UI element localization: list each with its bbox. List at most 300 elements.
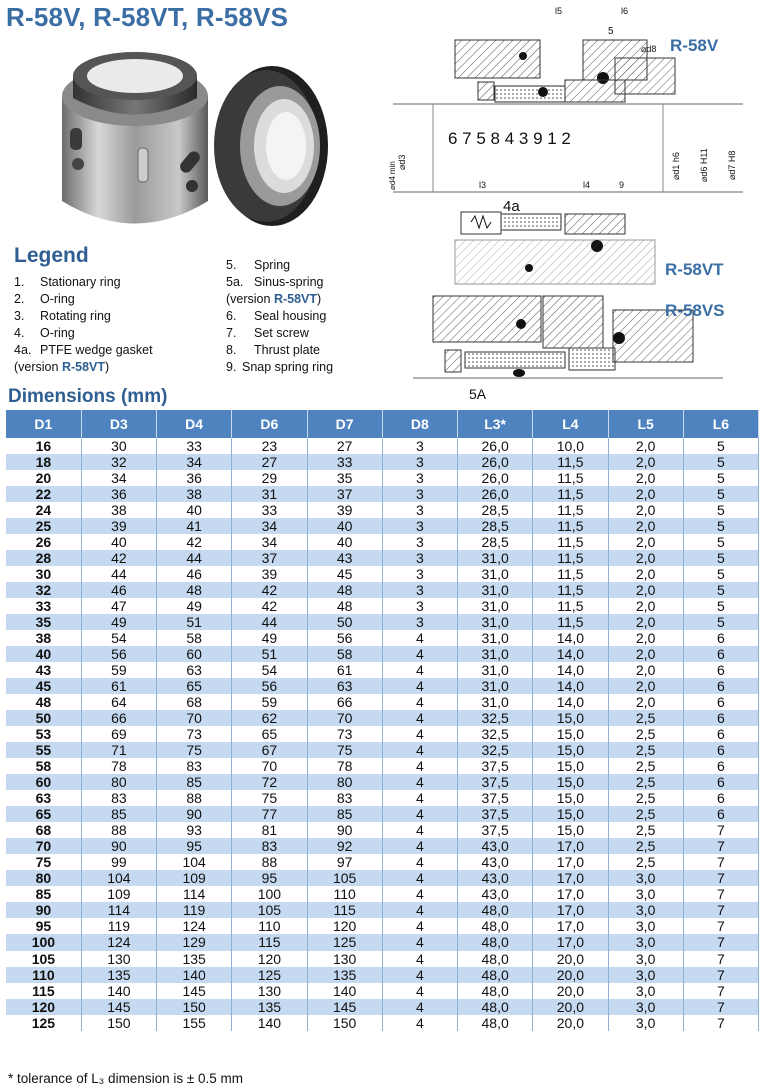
table-cell: 37,5	[458, 806, 533, 822]
table-cell: 115	[232, 934, 307, 950]
table-cell: 2,5	[608, 758, 683, 774]
table-cell: 120	[232, 951, 307, 967]
table-cell: 140	[157, 967, 232, 983]
table-cell: 28	[6, 550, 81, 566]
table-row	[6, 694, 759, 710]
table-cell: 31,0	[458, 694, 533, 710]
table-cell: 88	[157, 790, 232, 806]
table-cell: 44	[81, 566, 156, 582]
table-header-row	[6, 410, 759, 438]
table-cell: 4	[382, 742, 457, 758]
table-cell: 4	[382, 726, 457, 742]
table-cell: 2,5	[608, 742, 683, 758]
dim-d4: ⌀d4 min	[388, 161, 397, 190]
table-cell: 20,0	[533, 1015, 608, 1031]
column-header: L4	[533, 410, 608, 438]
table-cell: 110	[6, 967, 81, 983]
table-cell: 28,5	[458, 502, 533, 518]
table-cell: 37,5	[458, 790, 533, 806]
table-cell: 43,0	[458, 886, 533, 902]
table-cell: 2,5	[608, 822, 683, 838]
table-cell: 81	[232, 822, 307, 838]
table-cell: 115	[307, 902, 382, 918]
table-cell: 2,0	[608, 662, 683, 678]
table-cell: 24	[6, 502, 81, 518]
table-cell: 5	[683, 598, 758, 614]
table-cell: 2,0	[608, 470, 683, 486]
version-code: R-58VT	[61, 360, 106, 374]
table-row	[6, 662, 759, 678]
table-cell: 70	[307, 710, 382, 726]
table-cell: 75	[232, 790, 307, 806]
table-cell: 6	[683, 630, 758, 646]
table-cell: 11,5	[533, 454, 608, 470]
table-cell: 4	[382, 886, 457, 902]
table-row	[6, 598, 759, 614]
table-cell: 59	[232, 694, 307, 710]
table-cell: 100	[6, 934, 81, 950]
table-cell: 4	[382, 662, 457, 678]
table-cell: 5	[683, 502, 758, 518]
table-cell: 44	[232, 614, 307, 630]
table-cell: 90	[81, 838, 156, 854]
table-cell: 43	[307, 550, 382, 566]
legend-item	[226, 342, 333, 359]
dim-d3: ⌀d3	[397, 154, 407, 170]
table-cell: 15,0	[533, 790, 608, 806]
table-cell: 2,5	[608, 854, 683, 870]
table-cell: 30	[6, 566, 81, 582]
table-cell: 80	[6, 870, 81, 886]
table-cell: 114	[157, 886, 232, 902]
table-cell: 124	[157, 918, 232, 934]
table-cell: 3	[382, 614, 457, 630]
legend-left	[14, 274, 153, 376]
table-row	[6, 582, 759, 598]
table-cell: 42	[232, 598, 307, 614]
table-cell: 4	[382, 983, 457, 999]
table-cell: 6	[683, 758, 758, 774]
table-cell: 3,0	[608, 983, 683, 999]
table-cell: 3,0	[608, 934, 683, 950]
table-cell: 7	[683, 886, 758, 902]
table-cell: 105	[232, 902, 307, 918]
table-cell: 2,0	[608, 486, 683, 502]
table-cell: 5	[683, 518, 758, 534]
column-header: L3*	[458, 410, 533, 438]
table-cell: 45	[6, 678, 81, 694]
table-row	[6, 630, 759, 646]
table-cell: 50	[6, 710, 81, 726]
legend-item	[226, 274, 333, 291]
table-cell: 80	[81, 774, 156, 790]
table-cell: 28,5	[458, 534, 533, 550]
table-cell: 33	[232, 502, 307, 518]
table-cell: 83	[232, 838, 307, 854]
table-cell: 140	[81, 983, 156, 999]
table-cell: 20,0	[533, 951, 608, 967]
legend-right	[226, 257, 333, 376]
table-cell: 39	[232, 566, 307, 582]
table-cell: 150	[307, 1015, 382, 1031]
table-cell: 34	[157, 454, 232, 470]
table-cell: 44	[157, 550, 232, 566]
version-prefix: (version	[226, 292, 274, 306]
table-cell: 130	[307, 951, 382, 967]
table-cell: 3	[382, 438, 457, 454]
table-cell: 14,0	[533, 662, 608, 678]
table-cell: 119	[157, 902, 232, 918]
legend-num: 2.	[14, 292, 25, 306]
table-row	[6, 742, 759, 758]
table-cell: 3	[382, 566, 457, 582]
table-cell: 78	[307, 758, 382, 774]
table-cell: 41	[157, 518, 232, 534]
table-cell: 93	[157, 822, 232, 838]
table-cell: 33	[307, 454, 382, 470]
table-cell: 6	[683, 790, 758, 806]
table-cell: 33	[6, 598, 81, 614]
table-cell: 2,0	[608, 694, 683, 710]
table-cell: 58	[6, 758, 81, 774]
table-cell: 3	[382, 518, 457, 534]
table-row	[6, 838, 759, 854]
table-row	[6, 967, 759, 983]
dim-l6: l6	[621, 6, 629, 16]
dim-l4: l4	[583, 180, 591, 190]
table-cell: 34	[232, 518, 307, 534]
table-cell: 4	[382, 630, 457, 646]
table-cell: 5	[683, 438, 758, 454]
table-cell: 125	[6, 1015, 81, 1031]
product-photo	[40, 36, 340, 236]
table-cell: 5	[683, 486, 758, 502]
table-cell: 48	[6, 694, 81, 710]
legend-text: O-ring	[40, 326, 75, 340]
table-cell: 56	[81, 646, 156, 662]
table-cell: 37	[232, 550, 307, 566]
table-cell: 40	[81, 534, 156, 550]
version-suffix: )	[105, 360, 110, 374]
table-cell: 6	[683, 694, 758, 710]
legend-text: Spring	[254, 258, 291, 272]
table-cell: 75	[157, 742, 232, 758]
table-cell: 7	[683, 999, 758, 1015]
table-cell: 40	[307, 534, 382, 550]
table-cell: 3,0	[608, 870, 683, 886]
column-header: D8	[382, 410, 457, 438]
legend-num: 4a.	[14, 343, 32, 357]
table-cell: 135	[81, 967, 156, 983]
table-cell: 48,0	[458, 999, 533, 1015]
table-cell: 70	[157, 710, 232, 726]
table-cell: 2,0	[608, 502, 683, 518]
table-cell: 7	[683, 822, 758, 838]
table-row	[6, 999, 759, 1015]
table-cell: 14,0	[533, 694, 608, 710]
technical-drawing	[383, 0, 765, 402]
table-cell: 70	[232, 758, 307, 774]
table-cell: 83	[81, 790, 156, 806]
version-code: R-58VT	[273, 292, 318, 306]
table-cell: 5	[683, 534, 758, 550]
table-cell: 27	[232, 454, 307, 470]
dimensions-table	[6, 410, 759, 1031]
legend-num: 7.	[226, 326, 237, 340]
table-cell: 2,0	[608, 534, 683, 550]
legend-version-note	[226, 291, 333, 308]
table-row	[6, 454, 759, 470]
table-cell: 2,0	[608, 614, 683, 630]
table-cell: 48,0	[458, 967, 533, 983]
table-cell: 7	[683, 967, 758, 983]
legend-num: 1.	[14, 275, 25, 289]
table-cell: 4	[382, 951, 457, 967]
table-cell: 110	[232, 918, 307, 934]
table-cell: 34	[81, 470, 156, 486]
table-cell: 51	[232, 646, 307, 662]
table-cell: 11,5	[533, 614, 608, 630]
column-header: D4	[157, 410, 232, 438]
table-cell: 51	[157, 614, 232, 630]
table-cell: 104	[157, 854, 232, 870]
table-cell: 17,0	[533, 902, 608, 918]
table-cell: 85	[81, 806, 156, 822]
table-cell: 140	[307, 983, 382, 999]
table-cell: 3	[382, 470, 457, 486]
table-cell: 6	[683, 678, 758, 694]
table-cell: 48,0	[458, 902, 533, 918]
table-cell: 56	[232, 678, 307, 694]
legend-num: 8.	[226, 343, 237, 357]
table-cell: 11,5	[533, 518, 608, 534]
table-cell: 6	[683, 774, 758, 790]
table-row	[6, 486, 759, 502]
table-cell: 7	[683, 983, 758, 999]
table-cell: 130	[81, 951, 156, 967]
dim-l3: l3	[479, 180, 487, 190]
table-cell: 58	[157, 630, 232, 646]
table-row	[6, 614, 759, 630]
table-row	[6, 518, 759, 534]
table-row	[6, 854, 759, 870]
table-cell: 17,0	[533, 934, 608, 950]
table-cell: 135	[157, 951, 232, 967]
table-cell: 3,0	[608, 918, 683, 934]
table-cell: 38	[157, 486, 232, 502]
column-header: L5	[608, 410, 683, 438]
legend-item	[14, 274, 153, 291]
table-cell: 17,0	[533, 854, 608, 870]
table-cell: 15,0	[533, 774, 608, 790]
table-cell: 31,0	[458, 550, 533, 566]
table-cell: 42	[81, 550, 156, 566]
legend-item	[226, 257, 333, 274]
table-cell: 15,0	[533, 758, 608, 774]
table-cell: 62	[232, 710, 307, 726]
table-cell: 56	[307, 630, 382, 646]
column-header: D1	[6, 410, 81, 438]
table-row	[6, 822, 759, 838]
table-cell: 97	[307, 854, 382, 870]
table-cell: 54	[232, 662, 307, 678]
table-cell: 90	[6, 902, 81, 918]
table-cell: 2,0	[608, 566, 683, 582]
legend-num: 6.	[226, 309, 237, 323]
table-cell: 4	[382, 870, 457, 886]
legend-text: Seal housing	[254, 309, 327, 323]
table-cell: 72	[232, 774, 307, 790]
table-cell: 4	[382, 967, 457, 983]
table-cell: 63	[6, 790, 81, 806]
table-cell: 11,5	[533, 598, 608, 614]
part-numbers: 6 7 5 8 4 3 9 1 2	[448, 129, 571, 148]
table-cell: 31,0	[458, 678, 533, 694]
table-cell: 61	[81, 678, 156, 694]
table-cell: 2,0	[608, 630, 683, 646]
table-cell: 64	[81, 694, 156, 710]
legend-num: 5a.	[226, 275, 244, 289]
table-cell: 3,0	[608, 1015, 683, 1031]
column-header: D6	[232, 410, 307, 438]
table-cell: 37,5	[458, 758, 533, 774]
table-row	[6, 646, 759, 662]
table-cell: 11,5	[533, 486, 608, 502]
table-cell: 150	[81, 1015, 156, 1031]
table-cell: 2,5	[608, 774, 683, 790]
table-cell: 66	[81, 710, 156, 726]
table-cell: 48,0	[458, 934, 533, 950]
table-cell: 36	[81, 486, 156, 502]
table-cell: 11,5	[533, 534, 608, 550]
label-4a: 4a	[503, 198, 520, 215]
table-cell: 3	[382, 486, 457, 502]
table-cell: 95	[6, 918, 81, 934]
column-header: L6	[683, 410, 758, 438]
table-cell: 3	[382, 502, 457, 518]
table-cell: 65	[232, 726, 307, 742]
table-cell: 31	[232, 486, 307, 502]
table-row	[6, 678, 759, 694]
dim-9: 9	[619, 180, 625, 190]
table-cell: 31,0	[458, 582, 533, 598]
table-cell: 66	[307, 694, 382, 710]
legend-text: Rotating ring	[40, 309, 111, 323]
column-header: D7	[307, 410, 382, 438]
dim-5: 5	[608, 26, 614, 37]
table-row	[6, 534, 759, 550]
table-cell: 32,5	[458, 710, 533, 726]
table-cell: 2,0	[608, 454, 683, 470]
table-cell: 4	[382, 934, 457, 950]
table-cell: 88	[81, 822, 156, 838]
table-cell: 7	[683, 854, 758, 870]
table-cell: 61	[307, 662, 382, 678]
table-cell: 11,5	[533, 582, 608, 598]
legend-item	[14, 342, 153, 359]
table-cell: 26,0	[458, 454, 533, 470]
table-cell: 27	[307, 438, 382, 454]
table-cell: 31,0	[458, 614, 533, 630]
table-cell: 14,0	[533, 678, 608, 694]
table-cell: 31,0	[458, 662, 533, 678]
table-cell: 15,0	[533, 822, 608, 838]
table-cell: 54	[81, 630, 156, 646]
table-cell: 63	[307, 678, 382, 694]
table-row	[6, 918, 759, 934]
table-cell: 4	[382, 918, 457, 934]
table-cell: 25	[6, 518, 81, 534]
table-cell: 104	[81, 870, 156, 886]
table-cell: 42	[157, 534, 232, 550]
dim-d6: ⌀d6 H11	[699, 148, 709, 182]
table-cell: 48,0	[458, 983, 533, 999]
table-cell: 40	[6, 646, 81, 662]
table-cell: 145	[157, 983, 232, 999]
table-cell: 6	[683, 710, 758, 726]
table-cell: 37	[307, 486, 382, 502]
table-cell: 39	[81, 518, 156, 534]
table-cell: 124	[81, 934, 156, 950]
table-cell: 35	[307, 470, 382, 486]
table-cell: 37,5	[458, 822, 533, 838]
table-cell: 17,0	[533, 918, 608, 934]
table-cell: 7	[683, 870, 758, 886]
table-cell: 88	[232, 854, 307, 870]
legend-num: 4.	[14, 326, 25, 340]
table-row	[6, 870, 759, 886]
legend-text: Set screw	[254, 326, 309, 340]
dim-d8: ⌀d8	[641, 44, 657, 54]
table-cell: 20	[6, 470, 81, 486]
table-cell: 3,0	[608, 951, 683, 967]
table-cell: 2,0	[608, 438, 683, 454]
table-cell: 26	[6, 534, 81, 550]
table-cell: 30	[81, 438, 156, 454]
table-cell: 130	[232, 983, 307, 999]
table-cell: 4	[382, 999, 457, 1015]
legend-text: O-ring	[40, 292, 75, 306]
table-cell: 17,0	[533, 886, 608, 902]
table-cell: 40	[157, 502, 232, 518]
table-cell: 5	[683, 566, 758, 582]
table-cell: 15,0	[533, 726, 608, 742]
table-cell: 14,0	[533, 646, 608, 662]
table-cell: 29	[232, 470, 307, 486]
table-cell: 3	[382, 534, 457, 550]
table-cell: 4	[382, 678, 457, 694]
table-cell: 28,5	[458, 518, 533, 534]
table-cell: 32	[81, 454, 156, 470]
table-cell: 15,0	[533, 806, 608, 822]
table-cell: 2,0	[608, 582, 683, 598]
table-cell: 3	[382, 550, 457, 566]
table-cell: 73	[307, 726, 382, 742]
table-cell: 49	[157, 598, 232, 614]
table-cell: 32,5	[458, 742, 533, 758]
table-cell: 32	[6, 582, 81, 598]
table-cell: 109	[157, 870, 232, 886]
table-cell: 77	[232, 806, 307, 822]
table-cell: 68	[157, 694, 232, 710]
table-cell: 7	[683, 902, 758, 918]
label-r58vs: R-58VS	[665, 301, 725, 320]
table-cell: 65	[6, 806, 81, 822]
table-cell: 92	[307, 838, 382, 854]
table-cell: 100	[232, 886, 307, 902]
legend-item	[14, 325, 153, 342]
table-cell: 145	[307, 999, 382, 1015]
